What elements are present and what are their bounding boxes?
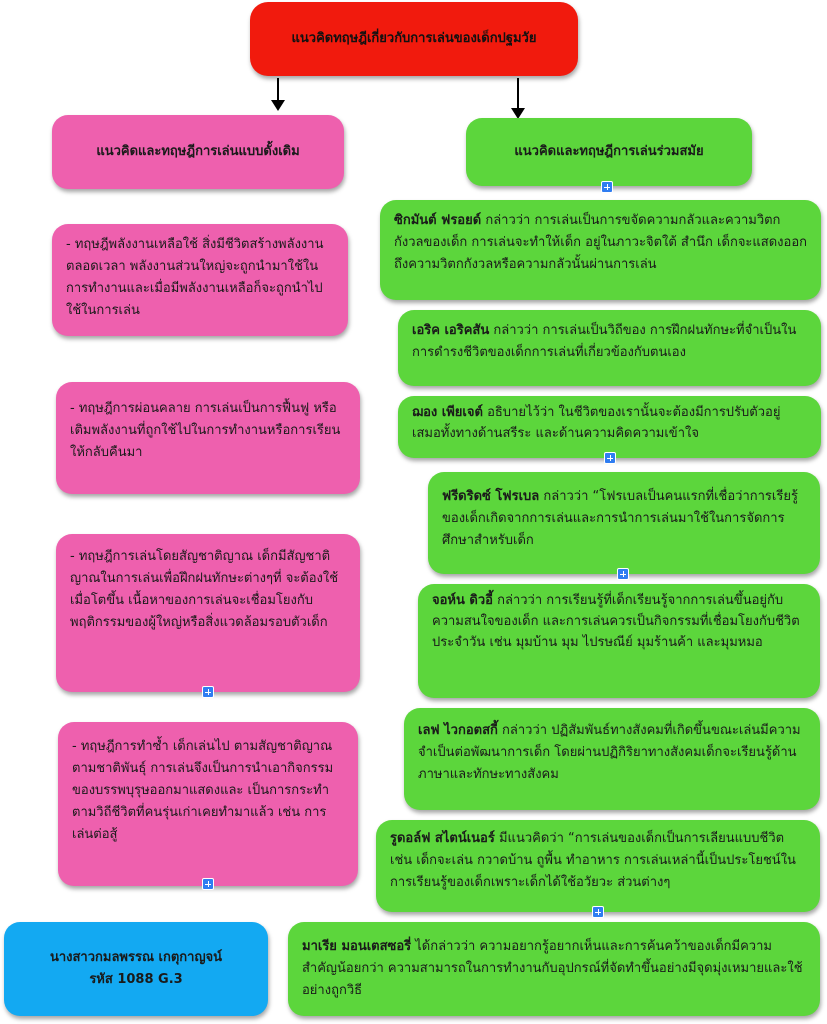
traditional-item-3: - ทฤษฎีการเล่นโดยสัญชาติญาณ เด็กมีสัญชาติญาณในการเล่นเพื่อฝึกฝนทักษะต่างๆที่ จะต้องใช้เมื่อโตขึ้น เนื้อหาของการเล่นจะเชื่อมโยงกับพฤติกรรมของผู้ใหญ่หรือสิ่งแวดล้อมรอบตัวเด็ก [56,534,360,692]
expand-plus-icon[interactable] [617,568,629,580]
traditional-header [52,115,344,189]
traditional-item-1: - ทฤษฎีพลังงานเหลือใช้ สิ่งมีชีวิตสร้างพลังงานตลอดเวลา พลังงานส่วนใหญ่จะถูกนำมาใช้ในการทำงานและเมื่อมีพลังงานเหลือก็จะถูกนำไปใช้ในการเล่น [52,224,348,336]
arrow-down-icon [506,78,530,120]
root-label: แนวคิดทฤษฎีเกี่ยวกับการเล่นของเด็กปฐมวัย [291,31,537,46]
contemporary-item-dewey: จอห์น ดิวอี้ กล่าวว่า การเรียนรู้ที่เด็กเรียนรู้จากการเล่นขึ้นอยู่กับ ความสนใจของเด็ก และการเล่นควรเป็นกิจกรรมที่เชื่อมโยงกับชีวิตประจำวัน เช่น มุมบ้าน มุม ไปรษณีย์ มุมร้านค้า และมุมหมอ [418,584,820,698]
contemporary-item-vygotsky: เลฟ ไวกอตสกี้ กล่าวว่า ปฏิสัมพันธ์ทางสังคมที่เกิดขึ้นขณะเล่นมีความจำเป็นต่อพัฒนาการเด็ก โดยผ่านปฏิกิริยาทางสังคมเด็กจะเรียนรู้ด้านภาษาและทักษะทางสังคม [404,708,820,810]
contemporary-item-steiner: รูดอล์ฟ สไตน์เนอร์ มีแนวคิดว่า “การเล่นของเด็กเป็นการเลียนแบบชีวิต เช่น เด็กจะเล่น กวาดบ้าน ถูพื้น ทำอาหาร การเล่นเหล่านี้เป็นประโยชน์ในการเรียนรู้ของเด็กเพราะเด็กได้ใช้อวัยวะ ส่วนต่างๆ [376,820,820,912]
contemporary-item-erikson: เอริค เอริคสัน กล่าวว่า การเล่นเป็นวิถีของ การฝึกฝนทักษะที่จำเป็นในการดำรงชีวิตของเด็กการเล่นที่เกี่ยวข้องกับตนเอง [398,310,821,386]
traditional-item-4: - ทฤษฎีการทำซ้ำ เด็กเล่นไป ตามสัญชาติญาณ ตามชาติพันธุ์ การเล่นจึงเป็นการนำเอากิจกรรมของบรรพบุรุษออกมาแสดงและ เป็นการกระทำตามวิถีชีวิตที่คนรุ่นเก่าเคยทำมาแล้ว เช่น การเล่นต่อสู้ [58,722,358,886]
author-box [4,922,268,1016]
traditional-header-label: แนวคิดและทฤษฎีการเล่นแบบดั้งเดิม [96,144,300,159]
contemporary-item-froebel: ฟรีดริดซ์ โฟรเบล กล่าวว่า “โฟรเบลเป็นคนแรกที่เชื่อว่าการเรียรู้ของเด็กเกิดจากการเล่นและการนำการเล่นมาใช้ในการจัดการศึกษาสำหรับเด็ก [428,472,820,574]
expand-plus-icon[interactable] [604,452,616,464]
contemporary-item-freud: ซิกมันต์ ฟรอยด์ กล่าวว่า การเล่นเป็นการขจัดความกลัวและความวิตกกังวลของเด็ก การเล่นจะทำให้เด็ก อยู่ในภาวะจิตใต้ สำนึก เด็กจะแสดงออกถึงความวิตกกังวลหรือความกลัวนั้นผ่านการเล่น [380,200,821,300]
expand-plus-icon[interactable] [601,181,613,193]
contemporary-item-montessori: มาเรีย มอนเตสซอรี่ ได้กล่าวว่า ความอยากรู้อยากเห็นและการค้นคว้าของเด็กมีความสำคัญน้อยกว่า ความสามารถในการทำงานกับอุปกรณ์ที่จัดทำขึ้นอย่างมีจุดมุ่งเหมายและใช้อย่างถูกวิธี [288,922,820,1016]
contemporary-header-label: แนวคิดและทฤษฎีการเล่นร่วมสมัย [514,144,704,159]
author-id: รหัส 1088 G.3 [89,972,183,987]
author-name: นางสาวกมลพรรณ เกตุกาญจน์ [49,950,223,965]
contemporary-header [466,118,752,186]
contemporary-item-piaget: ฌอง เพียเจต์ อธิบายไว้ว่า ในชีวิตของเรานั้นจะต้องมีการปรับตัวอยู่เสมอทั้งทางด้านสรีระ และด้านความคิดความเข้าใจ [398,396,821,458]
root-node [250,2,578,76]
expand-plus-icon[interactable] [592,906,604,918]
expand-plus-icon[interactable] [202,878,214,890]
arrow-down-icon [266,78,290,112]
expand-plus-icon[interactable] [202,686,214,698]
traditional-item-2: - ทฤษฎีการผ่อนคลาย การเล่นเป็นการฟื้นฟู หรือเติมพลังงานที่ถูกใช้ไปในการทำงานหรือการเรียนให้กลับคืนมา [56,382,360,494]
